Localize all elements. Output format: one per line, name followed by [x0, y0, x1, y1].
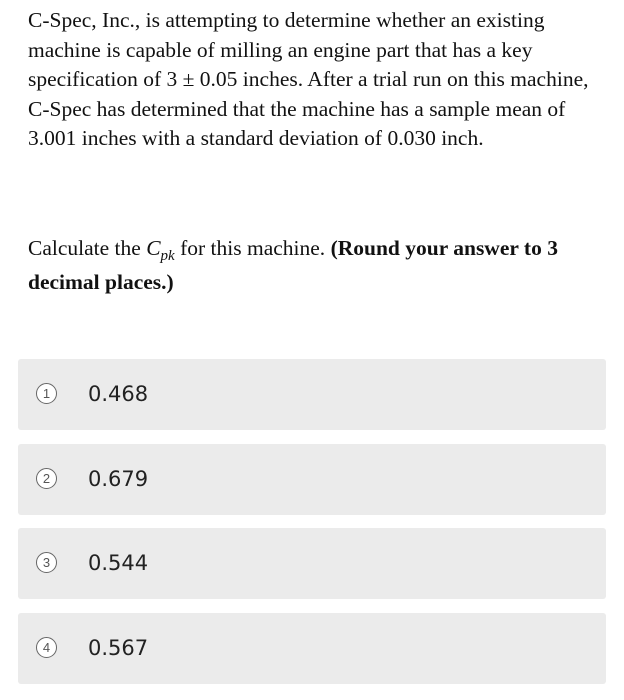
answer-option-4[interactable]: [18, 613, 606, 684]
question-prompt: [28, 231, 603, 299]
question-paragraph: C-Spec, Inc., is attempting to determine whether an existing machine is capable of milling an engine part that has a key specification of 3 ± 0.05 inches. After a trial run on this machine, C-Spec has determined that the machine has a sample mean of 3.001 inches with a standard deviation of 0.030 inch.: [28, 8, 589, 150]
prompt-middle: for this machine.: [174, 236, 331, 260]
prompt-prefix: Calculate the: [28, 236, 147, 260]
option-value: 0.567: [88, 636, 149, 660]
answer-option-1[interactable]: [18, 359, 606, 430]
question-text: [28, 6, 603, 154]
option-number-badge: 2: [36, 468, 57, 489]
option-value: 0.679: [88, 467, 149, 491]
option-number-badge: 3: [36, 552, 57, 573]
answer-option-3[interactable]: [18, 528, 606, 599]
answer-option-2[interactable]: [18, 444, 606, 515]
option-number-badge: 1: [36, 383, 57, 404]
cpk-symbol-subscript: pk: [160, 248, 175, 264]
option-value: 0.468: [88, 382, 149, 406]
rounding-instruction: (Round your answer to 3 decimal places.): [28, 236, 558, 294]
cpk-symbol-main: C: [146, 236, 161, 260]
option-number-badge: 4: [36, 637, 57, 658]
option-value: 0.544: [88, 551, 149, 575]
cpk-symbol: [146, 236, 175, 264]
